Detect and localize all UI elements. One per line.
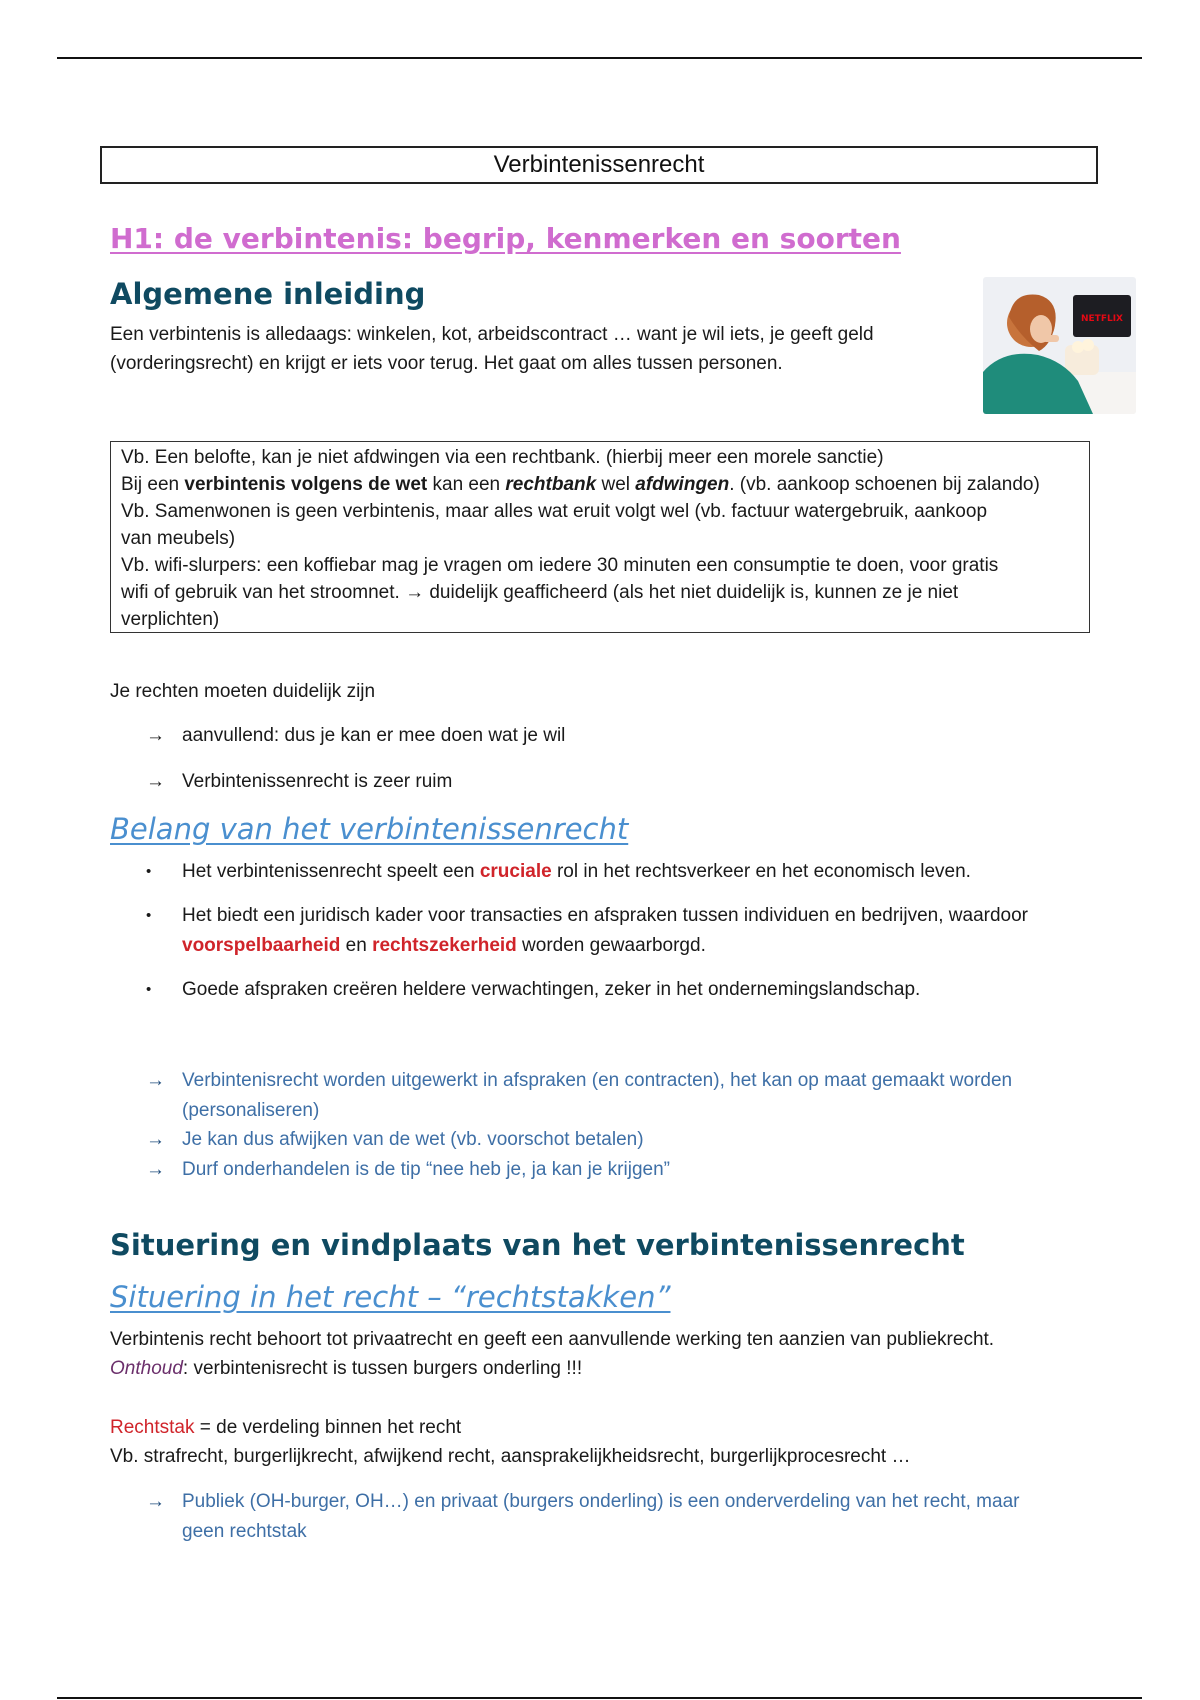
examples-box <box>110 441 1090 633</box>
text: Verbintenisrecht worden uitgewerkt in afspraken (en contracten), het kan op maat gemaakt worden <box>182 1070 1013 1091</box>
bullet-icon: • <box>146 907 152 924</box>
arrow-icon: → <box>146 771 165 792</box>
arrow-text: Verbintenissenrecht is zeer ruim <box>182 771 453 792</box>
text: : verbintenisrecht is tussen burgers onderling !!! <box>182 1358 583 1379</box>
intro-line: Een verbintenis is alledaags: winkelen, kot, arbeidscontract … want je wil iets, je geeft geld <box>110 324 874 345</box>
text: = de verdeling binnen het recht <box>194 1417 462 1438</box>
arrow-item <box>146 721 565 751</box>
document-title-box <box>100 146 1098 184</box>
text: Het verbintenissenrecht speelt een <box>182 861 480 882</box>
text: geen rechtstak <box>182 1521 307 1542</box>
text: (personaliseren) <box>182 1100 320 1121</box>
text: worden gewaarborgd. <box>516 935 706 956</box>
onthoud-line <box>110 1354 994 1383</box>
netflix-logo-text: NETFLIX <box>1081 314 1123 324</box>
header-rule <box>57 57 1142 59</box>
highlight-term: voorspelbaarheid <box>182 935 341 956</box>
text: en <box>340 935 373 956</box>
bullet-text <box>182 857 971 887</box>
text: Het biedt een juridisch kader voor transacties en afspraken tussen individuen en bedrijven, waardoor <box>182 905 1028 926</box>
box-line: verplichten) <box>121 609 220 630</box>
text: rol in het rechtsverkeer en het economisch leven. <box>551 861 971 882</box>
arrow-text <box>182 1487 1019 1547</box>
box-line: Vb. Een belofte, kan je niet afdwingen via een rechtbank. (hierbij meer een morele sanctie) <box>121 447 884 468</box>
bullet-text <box>182 901 1028 961</box>
arrow-item <box>146 1066 1012 1126</box>
person-watching-netflix-image <box>983 277 1136 414</box>
section-heading-belang: Belang van het verbintenissenrecht <box>110 812 629 846</box>
footer-rule <box>57 1697 1142 1699</box>
arrow-item <box>146 1487 1019 1547</box>
box-bold-italic-term: rechtbank <box>505 474 597 495</box>
arrow-item <box>146 767 452 797</box>
arrow-item <box>146 1125 644 1155</box>
arrow-text <box>182 1066 1012 1126</box>
bullet-item <box>146 901 1096 961</box>
section-heading-algemene: Algemene inleiding <box>110 277 426 311</box>
arrow-text: aanvullend: dus je kan er mee doen wat je wil <box>182 725 566 746</box>
arrow-icon: → <box>146 1129 165 1150</box>
bullet-icon: • <box>146 981 152 998</box>
box-bold-term: verbintenis volgens de wet <box>184 474 428 495</box>
rechtstak-paragraph <box>110 1413 910 1471</box>
highlight-term: rechtszekerheid <box>372 935 517 956</box>
arrow-icon: → <box>146 1070 165 1091</box>
rights-line: Je rechten moeten duidelijk zijn <box>110 681 376 702</box>
box-bold-italic-term: afdwingen <box>635 474 730 495</box>
arrow-item <box>146 1155 670 1185</box>
box-text: . (vb. aankoop schoenen bij zalando) <box>729 474 1040 495</box>
situering-paragraph <box>110 1325 994 1383</box>
intro-line: (vorderingsrecht) en krijgt er iets voor terug. Het gaat om alles tussen personen. <box>110 353 783 374</box>
box-line: van meubels) <box>121 528 236 549</box>
arrow-icon: → <box>146 725 165 746</box>
onthoud-label: Onthoud <box>110 1358 183 1379</box>
bullet-item <box>146 975 1096 1005</box>
text: Publiek (OH-burger, OH…) en privaat (burgers onderling) is een onderverdeling van het recht, maar <box>182 1491 1020 1512</box>
box-text: wel <box>596 474 636 495</box>
box-line: Vb. wifi-slurpers: een koffiebar mag je vragen om iedere 30 minuten een consumptie te doen, voor gratis <box>121 555 999 576</box>
box-line: Vb. Samenwonen is geen verbintenis, maar alles wat eruit volgt wel (vb. factuur watergebruik, aankoop <box>121 501 988 522</box>
chapter-heading: H1: de verbintenis: begrip, kenmerken en soorten <box>110 222 901 255</box>
arrow-text: Je kan dus afwijken van de wet (vb. voorschot betalen) <box>182 1129 644 1150</box>
box-text: Bij een <box>121 474 185 495</box>
rechtstak-examples: Vb. strafrecht, burgerlijkrecht, afwijkend recht, aansprakelijkheidsrecht, burgerlijkprocesrecht … <box>110 1446 911 1467</box>
illustration-photo <box>983 277 1136 414</box>
section-heading-situering: Situering en vindplaats van het verbintenissenrecht <box>110 1228 965 1262</box>
arrow-icon: → <box>146 1491 165 1512</box>
intro-paragraph <box>110 320 874 378</box>
bullet-text: Goede afspraken creëren heldere verwachtingen, zeker in het ondernemingslandschap. <box>182 979 921 1000</box>
highlight-term: cruciale <box>479 861 552 882</box>
arrow-text: Durf onderhandelen is de tip “nee heb je, ja kan je krijgen” <box>182 1159 670 1180</box>
bullet-icon: • <box>146 863 152 880</box>
box-line <box>121 471 1079 498</box>
document-title: Verbintenissenrecht <box>493 151 705 178</box>
arrow-icon: → <box>146 1159 165 1180</box>
rechtstak-label: Rechtstak <box>110 1417 195 1438</box>
paragraph-line: Verbintenis recht behoort tot privaatrecht en geeft een aanvullende werking ten aanzien van publiekrecht. <box>110 1329 995 1350</box>
rechtstak-definition <box>110 1413 910 1442</box>
bullet-item <box>146 857 1096 887</box>
box-line: wifi of gebruik van het stroomnet. → duidelijk geafficheerd (als het niet duidelijk is, kunnen ze je niet <box>121 582 959 603</box>
subsection-heading-rechtstakken: Situering in het recht – “rechtstakken” <box>110 1280 671 1314</box>
box-text: kan een <box>427 474 506 495</box>
